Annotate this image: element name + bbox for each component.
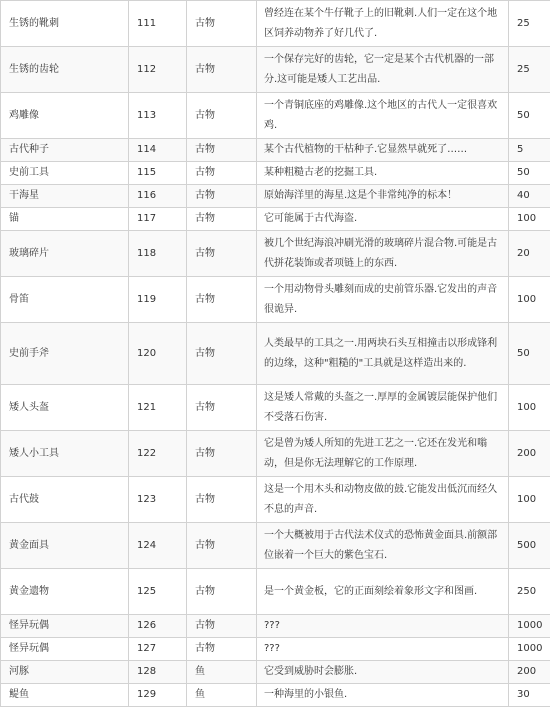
table-row	[1, 638, 550, 661]
item-type-cell: 古物	[187, 231, 257, 277]
item-id-cell: 120	[129, 323, 187, 385]
item-description-cell: 它受到威胁时会膨胀.	[257, 661, 509, 684]
item-price-cell: 100	[509, 277, 550, 323]
item-type-cell: 古物	[187, 523, 257, 569]
item-description-cell: 一个保存完好的齿轮，它一定是某个古代机器的一部分.这可能是矮人工艺出品.	[257, 47, 509, 93]
item-type-cell: 古物	[187, 569, 257, 615]
table-row	[1, 185, 550, 208]
item-type-cell: 古物	[187, 638, 257, 661]
item-type-cell: 古物	[187, 277, 257, 323]
item-type-cell: 古物	[187, 385, 257, 431]
item-description-cell: 某个古代植物的干枯种子.它显然早就死了……	[257, 139, 509, 162]
item-id-cell: 115	[129, 162, 187, 185]
item-id-cell: 112	[129, 47, 187, 93]
table-row	[1, 277, 550, 323]
item-price-cell: 50	[509, 323, 550, 385]
table-row	[1, 385, 550, 431]
item-name-cell: 生锈的靴刺	[1, 1, 129, 47]
item-id-cell: 124	[129, 523, 187, 569]
item-name-cell: 鸡雕像	[1, 93, 129, 139]
table-row	[1, 661, 550, 684]
item-price-cell: 25	[509, 1, 550, 47]
item-price-cell: 1000	[509, 615, 550, 638]
item-name-cell: 玻璃碎片	[1, 231, 129, 277]
item-price-cell: 200	[509, 661, 550, 684]
item-type-cell: 古物	[187, 93, 257, 139]
item-name-cell: 怪异玩偶	[1, 615, 129, 638]
table-row	[1, 231, 550, 277]
table-row	[1, 93, 550, 139]
item-type-cell: 古物	[187, 323, 257, 385]
item-description-cell: 一个用动物骨头雕刻而成的史前管乐器.它发出的声音很诡异.	[257, 277, 509, 323]
item-type-cell: 古物	[187, 47, 257, 93]
item-id-cell: 114	[129, 139, 187, 162]
item-type-cell: 古物	[187, 208, 257, 231]
item-id-cell: 126	[129, 615, 187, 638]
item-type-cell: 古物	[187, 431, 257, 477]
item-description-cell: 人类最早的工具之一.用两块石头互相撞击以形成锋利的边缘，这种"粗糙的"工具就是这样造出来的.	[257, 323, 509, 385]
item-price-cell: 5	[509, 139, 550, 162]
item-description-cell: 它是曾为矮人所知的先进工艺之一.它还在发光和嗡动，但是你无法理解它的工作原理.	[257, 431, 509, 477]
item-name-cell: 矮人头盔	[1, 385, 129, 431]
item-name-cell: 鳀鱼	[1, 684, 129, 707]
items-table-body	[1, 1, 550, 707]
item-description-cell: 这是矮人常戴的头盔之一.厚厚的金属镀层能保护他们不受落石伤害.	[257, 385, 509, 431]
item-name-cell: 河豚	[1, 661, 129, 684]
item-name-cell: 怪异玩偶	[1, 638, 129, 661]
table-row	[1, 47, 550, 93]
table-row	[1, 431, 550, 477]
item-id-cell: 125	[129, 569, 187, 615]
item-description-cell: 它可能属于古代海盗.	[257, 208, 509, 231]
item-price-cell: 50	[509, 93, 550, 139]
table-row	[1, 208, 550, 231]
table-row	[1, 1, 550, 47]
item-name-cell: 锚	[1, 208, 129, 231]
item-description-cell: 一个青铜底座的鸡雕像.这个地区的古代人一定很喜欢鸡.	[257, 93, 509, 139]
item-type-cell: 古物	[187, 185, 257, 208]
item-price-cell: 20	[509, 231, 550, 277]
item-id-cell: 118	[129, 231, 187, 277]
item-description-cell: 被几个世纪海浪冲刷光滑的玻璃碎片混合物.可能是古代拼花装饰或者项链上的东西.	[257, 231, 509, 277]
item-price-cell: 25	[509, 47, 550, 93]
item-price-cell: 40	[509, 185, 550, 208]
item-type-cell: 古物	[187, 477, 257, 523]
item-id-cell: 117	[129, 208, 187, 231]
item-id-cell: 111	[129, 1, 187, 47]
table-row	[1, 684, 550, 707]
item-description-cell: 原始海洋里的海星.这是个非常纯净的标本！	[257, 185, 509, 208]
item-name-cell: 史前手斧	[1, 323, 129, 385]
table-row	[1, 477, 550, 523]
item-name-cell: 矮人小工具	[1, 431, 129, 477]
item-description-cell: 一种海里的小银鱼.	[257, 684, 509, 707]
item-description-cell: 一个大概被用于古代法术仪式的恐怖黄金面具.前额部位嵌着一个巨大的紫色宝石.	[257, 523, 509, 569]
item-type-cell: 古物	[187, 615, 257, 638]
item-price-cell: 1000	[509, 638, 550, 661]
item-name-cell: 生锈的齿轮	[1, 47, 129, 93]
item-description-cell: 是一个黄金板，它的正面刻绘着象形文字和图画.	[257, 569, 509, 615]
item-id-cell: 113	[129, 93, 187, 139]
table-row	[1, 323, 550, 385]
item-description-cell: 曾经连在某个牛仔靴子上的旧靴刺.人们一定在这个地区饲养动物养了好几代了.	[257, 1, 509, 47]
item-price-cell: 50	[509, 162, 550, 185]
item-type-cell: 古物	[187, 162, 257, 185]
item-name-cell: 骨笛	[1, 277, 129, 323]
item-price-cell: 500	[509, 523, 550, 569]
item-id-cell: 129	[129, 684, 187, 707]
item-name-cell: 古代种子	[1, 139, 129, 162]
table-row	[1, 569, 550, 615]
item-price-cell: 200	[509, 431, 550, 477]
item-type-cell: 鱼	[187, 684, 257, 707]
item-type-cell: 古物	[187, 139, 257, 162]
item-price-cell: 250	[509, 569, 550, 615]
table-row	[1, 523, 550, 569]
table-row	[1, 615, 550, 638]
item-id-cell: 119	[129, 277, 187, 323]
item-id-cell: 121	[129, 385, 187, 431]
item-name-cell: 干海星	[1, 185, 129, 208]
item-price-cell: 100	[509, 477, 550, 523]
item-description-cell: ???	[257, 638, 509, 661]
item-price-cell: 100	[509, 385, 550, 431]
item-name-cell: 史前工具	[1, 162, 129, 185]
item-id-cell: 116	[129, 185, 187, 208]
item-price-cell: 30	[509, 684, 550, 707]
item-name-cell: 黄金面具	[1, 523, 129, 569]
item-description-cell: 某种粗糙古老的挖掘工具.	[257, 162, 509, 185]
item-description-cell: ???	[257, 615, 509, 638]
item-name-cell: 古代鼓	[1, 477, 129, 523]
table-row	[1, 139, 550, 162]
item-id-cell: 122	[129, 431, 187, 477]
item-price-cell: 100	[509, 208, 550, 231]
item-id-cell: 128	[129, 661, 187, 684]
item-id-cell: 123	[129, 477, 187, 523]
item-name-cell: 黄金遗物	[1, 569, 129, 615]
item-id-cell: 127	[129, 638, 187, 661]
item-type-cell: 鱼	[187, 661, 257, 684]
item-type-cell: 古物	[187, 1, 257, 47]
table-row	[1, 162, 550, 185]
item-description-cell: 这是一个用木头和动物皮做的鼓.它能发出低沉而经久不息的声音.	[257, 477, 509, 523]
